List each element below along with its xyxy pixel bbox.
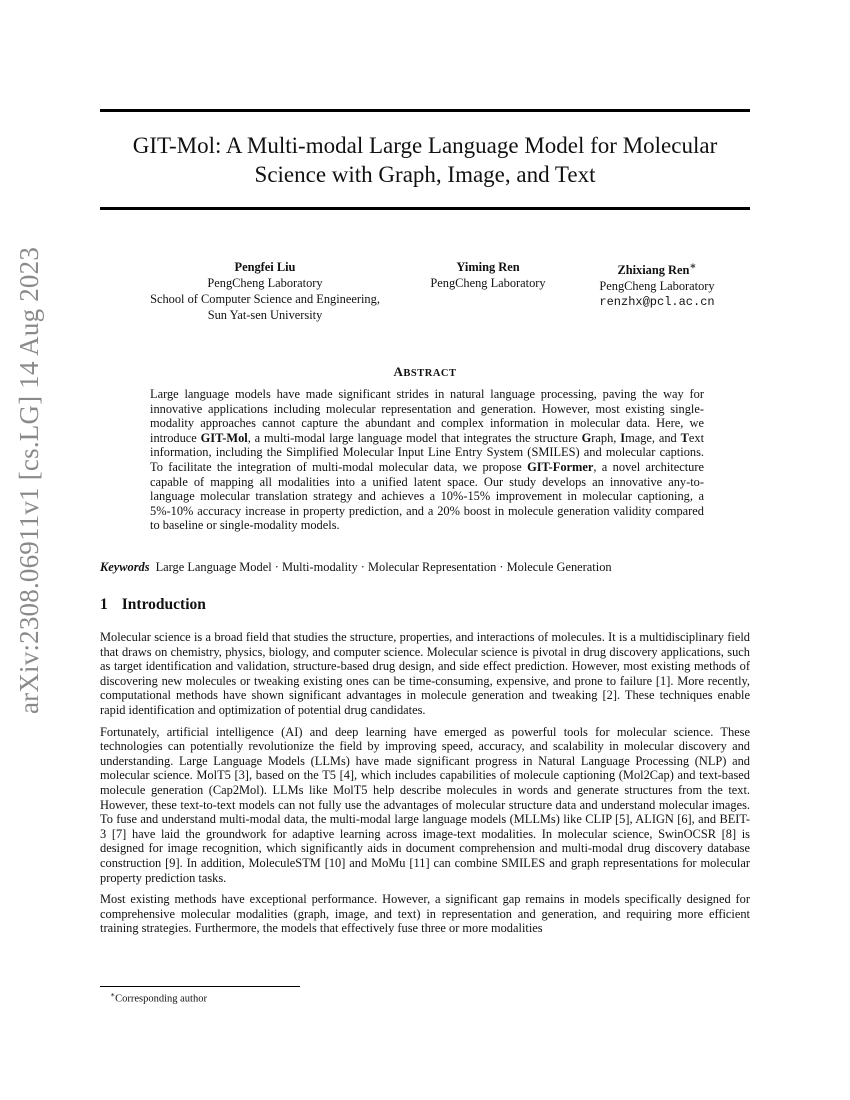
abstract-text: ext information, including the Simplified Molecular Input Line Entry System (SMILES) and molecular captions. To facilitate the integration of multi-modal molecular data, we propose xyxy=(150,430,705,474)
abstract-text: Large language models have made significant strides in natural language processing, paving the way for innovative applications including molecular representation and generation. However, most existing single-modality approaches cannot capture the abundant and complex information in molecular data. Here, we introduce xyxy=(150,387,704,445)
abstract-text: mage, and xyxy=(625,430,681,445)
author-affiliation: PengCheng Laboratory xyxy=(207,276,323,290)
section-number: 1 xyxy=(100,596,108,613)
abstract-heading xyxy=(100,364,750,380)
introduction-body xyxy=(100,630,750,943)
abstract-body xyxy=(150,387,704,533)
abstract-text: , a novel architecture capable of mapping all modalities into a unified latent space. Our study develops an innovative any-to-language molecular translation strategy and achieves a 10%-15% improvement in molecular captioning, a 5%-10% accuracy increase in property prediction, and a 20% boost in molecule generation validity compared to baseline or single-modality models. xyxy=(150,459,704,533)
corresponding-mark: ∗ xyxy=(689,261,697,272)
abstract-model-name: GIT-Mol xyxy=(200,430,248,445)
author-email[interactable]: renzhx@pcl.ac.cn xyxy=(599,295,715,310)
author-name-line xyxy=(582,259,732,278)
footnote-rule xyxy=(100,986,300,987)
abstract-heading-initial: A xyxy=(393,364,404,379)
keywords-list: Large Language Model · Multi-modality · Molecular Representation · Molecule Generation xyxy=(155,560,612,574)
abstract-architecture-name: GIT-Former xyxy=(527,459,594,474)
author-affiliation: Sun Yat-sen University xyxy=(207,308,323,322)
footnote-text: Corresponding author xyxy=(115,993,207,1005)
arxiv-stamp-text: arXiv:2308.06911v1 [cs.LG] 14 Aug 2023 xyxy=(14,246,45,714)
section-heading-introduction xyxy=(100,596,206,614)
keywords-label: Keywords xyxy=(100,560,150,574)
abstract-text: raph, xyxy=(591,430,621,445)
body-paragraph: Fortunately, artificial intelligence (AI) and deep learning have emerged as powerful tools for molecular science. These technologies can potentially revolutionize the field by improving speed, accuracy, and scalability in molecular discovery and understanding. Large Language Models (LLMs) have made significant progress in Natural Language Processing (NLP) and molecular science. MolT5 [3], based on the T5 [4], which includes capabilities of molecule captioning (Mol2Cap) and text-based molecule generation (Cap2Mol). LLMs like MolT5 help describe molecules in words and generate structures from the text. However, these text-to-text models can not fully use the advantages of molecular structure data and understand molecular images. To fuse and understand multi-modal data, the multi-modal large language models (MLLMs) like CLIP [5], ALIGN [6], and BEIT-3 [7] have laid the groundwork for adaptive learning across image-text modalities. In molecular science, SwinOCSR [8] is designed for image recognition, which significantly aids in document comprehension and multi-modal drug discovery database construction [9]. In addition, MoleculeSTM [10] and MoMu [11] can combine SMILES and graph representations for molecular property prediction tasks. xyxy=(100,724,750,885)
author-affiliation: PengCheng Laboratory xyxy=(430,276,546,290)
abstract-text: , a multi-modal large language model that integrates the structure xyxy=(247,430,582,445)
author-name: Pengfei Liu xyxy=(234,260,296,274)
author-affiliation: School of Computer Science and Engineering, xyxy=(150,292,380,306)
body-paragraph: Molecular science is a broad field that studies the structure, properties, and interactions of molecules. It is a multidisciplinary field that draws on chemistry, physics, biology, and computer science. Molecular science is pivotal in drug discovery applications, such as target identification and validation, structure-based drug design, and side effect prediction. However, most existing methods of discovering new molecules or tweaking existing ones can be time-consuming, expensive, and prone to failure [1]. More recently, computational methods have shown significant advantages in molecule generation and tweaking [2]. These techniques enable rapid identification and optimization of potential drug candidates. xyxy=(100,630,750,717)
footnote-mark: ∗ xyxy=(110,990,116,999)
author-block-2 xyxy=(418,259,558,291)
paper-title xyxy=(100,131,750,189)
paper-title-line-2: Science with Graph, Image, and Text xyxy=(254,162,596,187)
body-paragraph: Most existing methods have exceptional performance. However, a significant gap remains in models specifically designed for comprehensive molecular modalities (graph, image, and text) in representation and generation, and requiring more efficient training strategies. Furthermore, the models that effectively fuse three or more modalities xyxy=(100,892,750,936)
arxiv-stamp xyxy=(8,246,52,714)
abstract-initial-t: T xyxy=(680,430,689,445)
abstract-initial-i: I xyxy=(620,430,626,445)
title-top-rule xyxy=(100,109,750,112)
abstract-initial-g: G xyxy=(581,430,592,445)
author-affiliation: PengCheng Laboratory xyxy=(599,279,715,294)
keywords-line xyxy=(100,560,750,575)
paper-title-line-1: GIT-Mol: A Multi-modal Large Language Model for Molecular xyxy=(132,133,718,158)
section-title: Introduction xyxy=(121,596,206,613)
author-block-3 xyxy=(582,259,732,310)
footnote xyxy=(110,990,207,1005)
author-name: Zhixiang Ren xyxy=(617,263,690,278)
author-name: Yiming Ren xyxy=(456,260,520,274)
title-bottom-rule xyxy=(100,207,750,210)
abstract-heading-rest: BSTRACT xyxy=(403,368,457,379)
author-block-1 xyxy=(120,259,410,323)
